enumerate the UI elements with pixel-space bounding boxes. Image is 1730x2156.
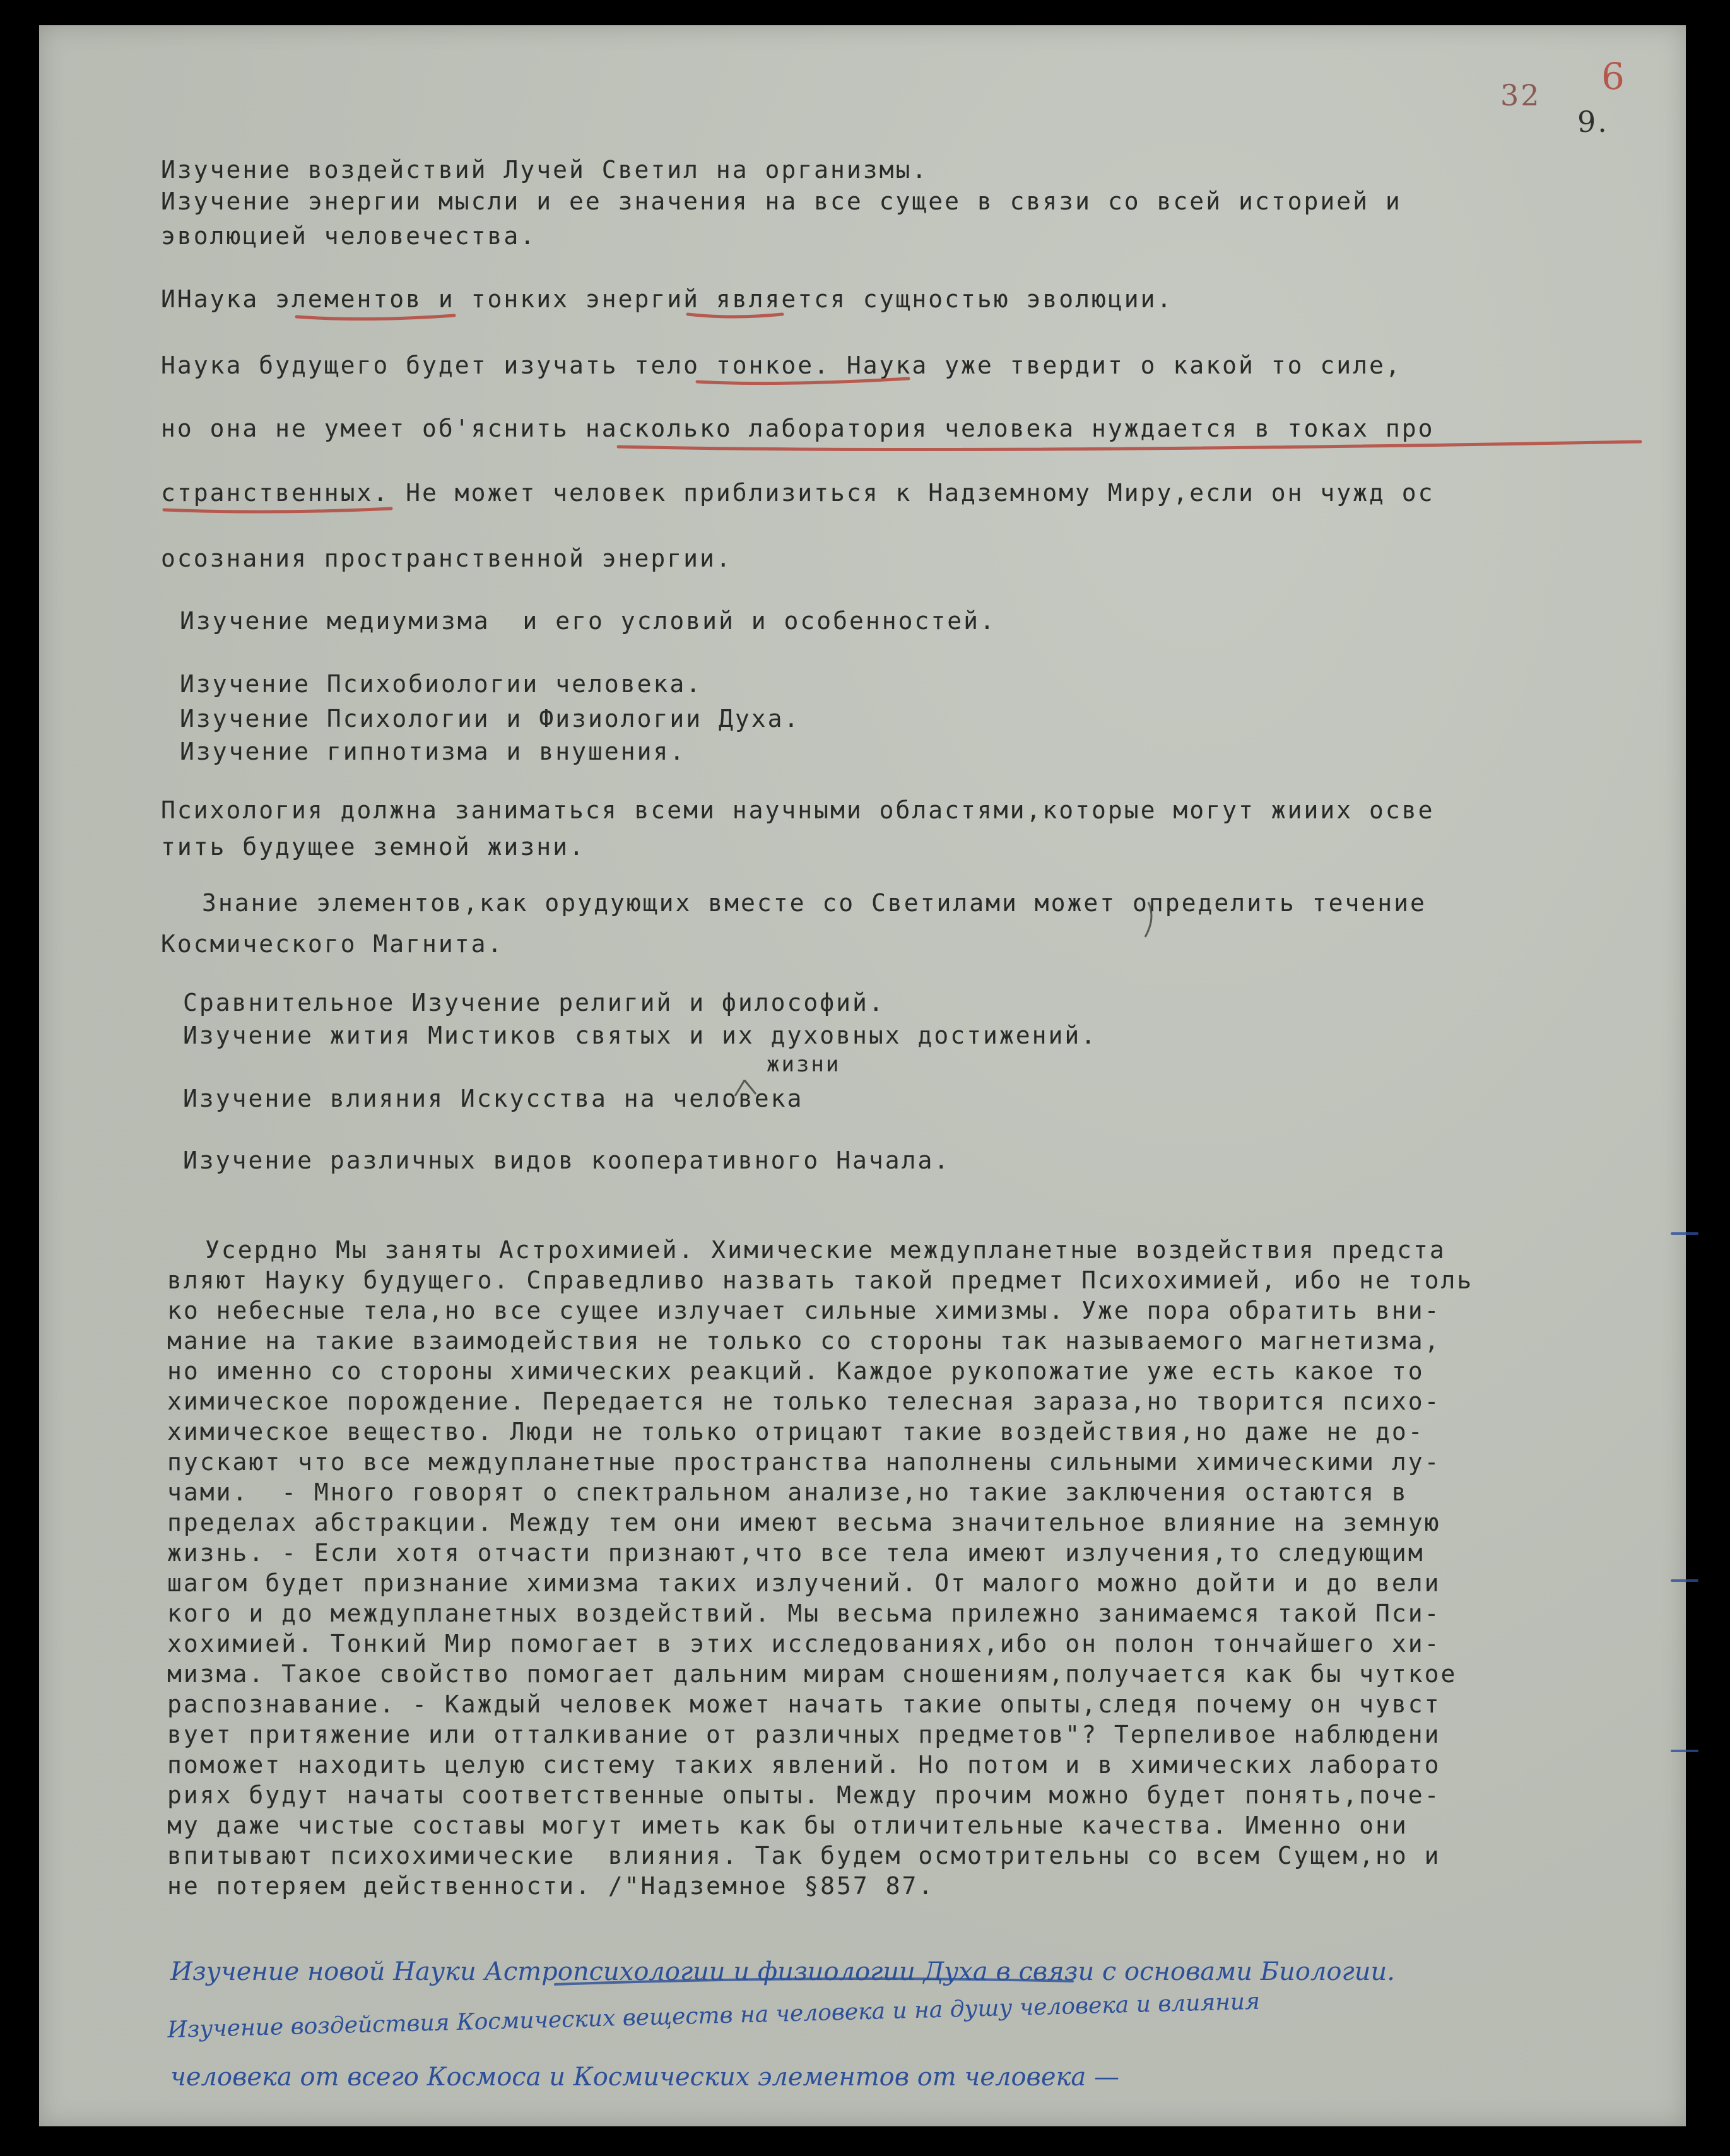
typed-insertion: жизни — [767, 1052, 841, 1077]
typed-line: Сравнительное Изучение религий и философий. — [183, 989, 885, 1016]
typed-line: Изучение жития Мистиков святых и их духовных достижений. — [183, 1022, 1098, 1049]
quote-line: чами. - Много говорят о спектральном анализе,но такие заключения остаются в — [167, 1478, 1408, 1506]
handwritten-note: человека от всего Космоса и Космических элементов от человека — — [170, 2063, 1119, 2092]
typed-line: Наука будущего будет изучать тело тонкое. Наука уже твердит о какой то силе, — [161, 351, 1402, 379]
red-underline — [697, 379, 909, 384]
quote-line: поможет находить целую систему таких явлений. Но потом и в химических лаборато — [167, 1751, 1441, 1779]
typed-line: но она не умеет об'яснить насколько лаборатория человека нуждается в токах про — [161, 415, 1435, 442]
quote-line: вует притяжение или отталкивание от различных предметов"? Терпеливое наблюдени — [167, 1721, 1441, 1748]
quote-line: шагом будет признание химизма таких излучений. От малого можно дойти и до вели — [167, 1569, 1441, 1597]
typed-line: тить будущее земной жизни. — [161, 833, 585, 861]
typed-line: странственных. Не может человек приблизиться к Надземному Миру,если он чужд ос — [161, 479, 1435, 507]
typed-line: эволюцией человечества. — [161, 222, 537, 250]
quote-line: пускают что все междупланетные пространства наполнены сильными химическими лу- — [167, 1448, 1441, 1476]
quote-line: ко небесные тела,но все сущее излучает сильные химизмы. Уже пора обратить вни- — [167, 1297, 1441, 1324]
typed-line: Изучение влияния Искусства на человека — [183, 1085, 804, 1112]
typed-line: Психология должна заниматься всеми научными областями,которые могут жииих осве — [161, 796, 1435, 824]
quote-line: вляют Науку будущего. Справедливо назвать такой предмет Психохимией, ибо не толь — [167, 1266, 1474, 1294]
typed-line: осознания пространственной энергии. — [161, 545, 733, 572]
blue-underline — [555, 1979, 1073, 1984]
typed-line: Изучение различных видов кооперативного Начала. — [183, 1146, 951, 1174]
red-underline — [688, 314, 782, 317]
typed-line: Знание элементов,как орудующих вместе со Светилами может определить течение — [202, 889, 1427, 917]
quote-line: Усердно Мы заняты Астрохимией. Химические междупланетные воздействия предста — [205, 1236, 1446, 1264]
quote-line: риях будут начаты соответственные опыты. Между прочим можно будет понять,поче- — [167, 1781, 1441, 1809]
quote-line: впитывают психохимические влияния. Так будем осмотрительны со всем Сущем,но и — [167, 1842, 1441, 1870]
handwritten-note: Изучение новой Науки Астропсихологии и физиологии Духа в связи с основами Биологии. — [170, 1957, 1395, 1986]
pencil-paren — [1145, 902, 1151, 937]
quote-line: кого и до междупланетных воздействий. Мы весьма прилежно занимаемся такой Пси- — [167, 1599, 1441, 1627]
quote-line: му даже чистые составы могут иметь как бы отличительные качества. Именно они — [167, 1811, 1408, 1839]
quote-line: но именно со стороны химических реакций. Каждое рукопожатие уже есть какое то — [167, 1357, 1425, 1385]
handwritten-note: Изучение воздействия Космических веществ на человека и на душу человека и влияния — [167, 1988, 1261, 2043]
typed-line: Изучение воздействий Лучей Светил на организмы. — [161, 156, 929, 184]
page-number: 9. — [1577, 105, 1609, 139]
struck-page-number: 32 — [1500, 78, 1541, 112]
red-underline — [618, 442, 1640, 450]
typed-line: Космического Магнита. — [161, 930, 504, 958]
quote-line: химическое порождение. Передается не только телесная зараза,но творится психо- — [167, 1387, 1441, 1415]
quote-line: мизма. Такое свойство помогает дальним мирам сношениям,получается как бы чуткое — [167, 1660, 1457, 1688]
typed-line: Изучение гипнотизма и внушения. — [180, 738, 686, 765]
typed-line: Изучение энергии мысли и ее значения на все сущее в связи со всей историей и — [161, 187, 1402, 215]
quote-line: хохимией. Тонкий Мир помогает в этих исследованиях,ибо он полон тончайшего хи- — [167, 1630, 1441, 1658]
quote-line: мание на такие взаимодействия не только со стороны так называемого магнетизма, — [167, 1327, 1441, 1355]
quote-line: химическое вещество. Люди не только отрицают такие воздействия,но даже не до- — [167, 1418, 1425, 1446]
typed-line: Изучение Психологии и Физиологии Духа. — [180, 705, 801, 733]
quote-line: жизнь. - Если хотя отчасти признают,что все тела имеют излучения,то следующим — [167, 1539, 1425, 1567]
quote-line: распознавание. - Каждый человек может начать такие опыты,следя почему он чувст — [167, 1690, 1441, 1718]
typed-line: Изучение медиумизма и его условий и особенностей. — [180, 607, 996, 635]
red-underline — [297, 315, 454, 319]
red-underline — [164, 509, 391, 512]
insertion-caret — [735, 1080, 756, 1096]
typed-line: Изучение Психобиологии человека. — [180, 670, 703, 698]
quote-line: не потеряем действенности. /"Надземное §857 87. — [167, 1872, 935, 1900]
typed-line: ИНаука элементов и тонких энергий является сущностью эволюции. — [161, 285, 1174, 313]
archive-folio-number: 6 — [1601, 55, 1625, 98]
quote-line: пределах абстракции. Между тем они имеют весьма значительное влияние на земную — [167, 1509, 1441, 1536]
